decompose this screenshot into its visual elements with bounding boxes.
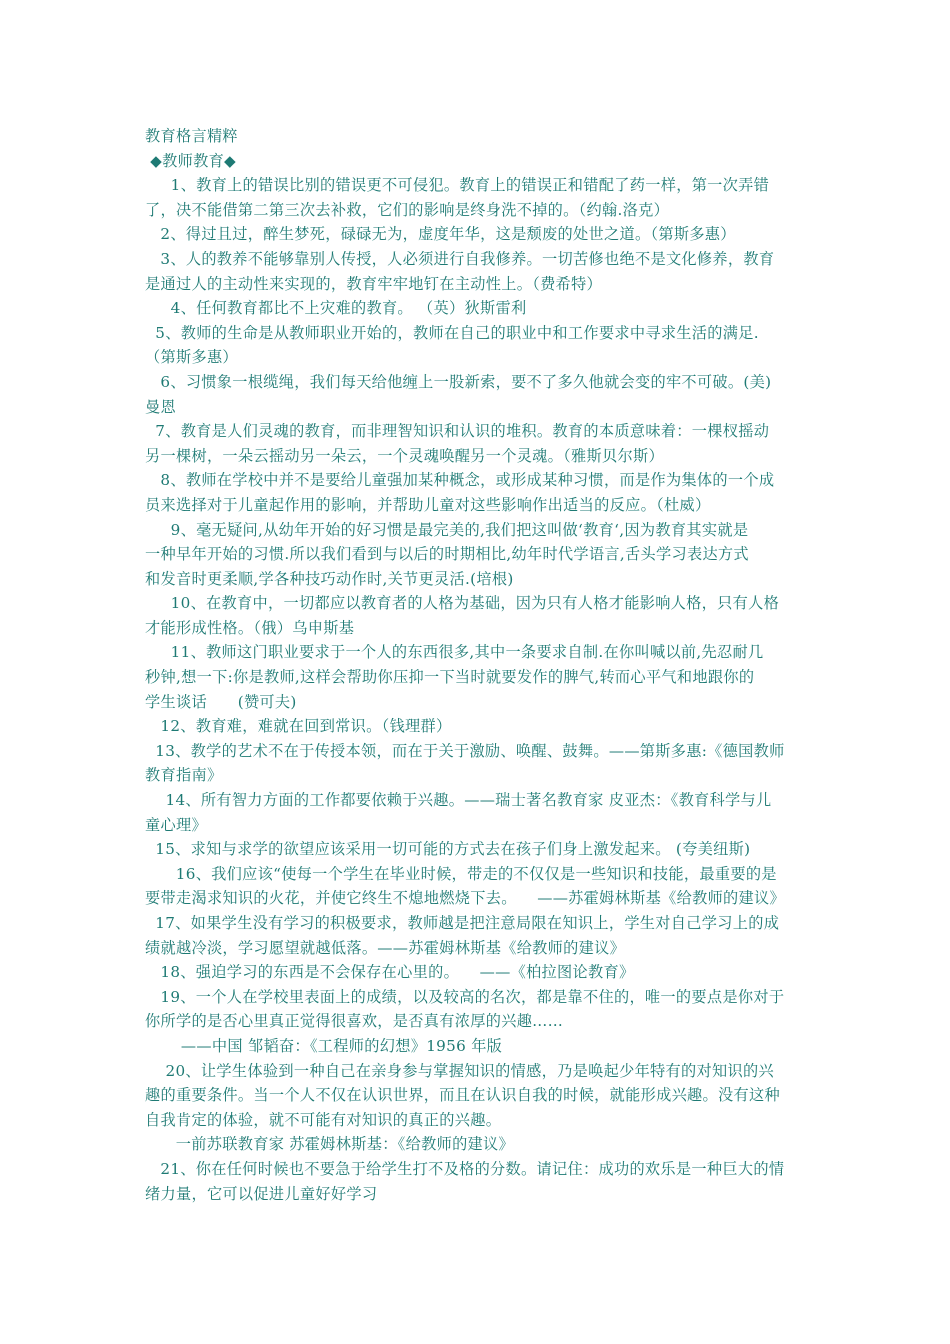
text-line: 要带走渴求知识的火花，并使它终生不熄地燃烧下去。 ——苏霍姆林斯基《给教师的建议》 <box>145 889 786 908</box>
section-heading: ◆教师教育◆ <box>145 151 237 170</box>
text-line: 5、教师的生命是从教师职业开始的，教师在自己的职业中和工作要求中寻求生活的满足. <box>145 323 759 342</box>
text-line: 19、一个人在学校里表面上的成绩，以及较高的名次，都是靠不住的，唯一的要点是你对于 <box>145 987 785 1006</box>
text-line: 7、教育是人们灵魂的教育，而非理智知识和认识的堆积。教育的本质意味着：一棵杈摇动 <box>145 422 770 441</box>
text-line: 和发音时更柔顺,学各种技巧动作时,关节更灵活.(培根) <box>145 569 514 588</box>
text-line: 你所学的是否心里真正觉得很喜欢，是否真有浓厚的兴趣…… <box>145 1012 564 1031</box>
text-line: 另一棵树，一朵云摇动另一朵云，一个灵魂唤醒另一个灵魂。（雅斯贝尔斯） <box>145 446 664 465</box>
document-title: 教育格言精粹 <box>145 127 238 145</box>
text-line: 10、在教育中，一切都应以教育者的人格为基础，因为只有人格才能影响人格，只有人格 <box>145 594 780 613</box>
text-line: 曼恩 <box>145 397 176 416</box>
text-line: 2、得过且过，醉生梦死，碌碌无为，虚度年华，这是颓废的处世之道。（第斯多惠） <box>145 225 736 244</box>
text-line: 一前苏联教育家 苏霍姆林斯基：《给教师的建议》 <box>145 1135 515 1154</box>
text-line: 是通过人的主动性来实现的，教育牢牢地钉在主动性上。（费希特） <box>145 274 603 293</box>
text-line: 11、教师这门职业要求于一个人的东西很多,其中一条要求自制.在你叫喊以前,先忍耐几 <box>145 643 764 662</box>
text-line: 8、教师在学校中并不是要给儿童强加某种概念，或形成某种习惯，而是作为集体的一个成 <box>145 471 775 490</box>
text-line: 3、人的教养不能够靠别人传授，人必须进行自我修养。一切苦修也绝不是文化修养，教育 <box>145 249 775 268</box>
text-line: 17、如果学生没有学习的积极要求，教师越是把注意局限在知识上，学生对自己学习上的成 <box>145 914 780 932</box>
text-line: 教育指南》 <box>145 766 223 785</box>
text-line: ——中国 邹韬奋：《工程师的幻想》1956 年版 <box>145 1036 503 1055</box>
text-line: 一种早年开始的习惯.所以我们看到与以后的时期相比,幼年时代学语言,舌头学习表达方式 <box>145 545 749 564</box>
text-line: 16、我们应该“使每一个学生在毕业时候，带走的不仅仅是一些知识和技能，最重要的是 <box>145 864 777 883</box>
document-page <box>145 124 810 1206</box>
text-line: （第斯多惠） <box>145 348 238 367</box>
text-line: 员来选择对于儿童起作用的影响，并帮助儿童对这些影响作出适当的反应。（杜威） <box>145 495 711 514</box>
text-line: 1、教育上的错误比别的错误更不可侵犯。教育上的错误正和错配了药一样，第一次弄错 <box>145 176 770 195</box>
text-line: 自我肯定的体验，就不可能有对知识的真正的兴趣。 <box>145 1110 502 1129</box>
text-line: 童心理》 <box>145 815 207 834</box>
text-line: 15、求知与求学的欲望应该采用一切可能的方式去在孩子们身上激发起来。 (夸美纽斯) <box>145 840 751 859</box>
text-line: 12、教育难，难就在回到常识。（钱理群） <box>145 717 452 736</box>
text-line: 21、你在任何时候也不要急于给学生打不及格的分数。请记住：成功的欢乐是一种巨大的情 <box>145 1159 785 1178</box>
text-line: 绩就越冷淡，学习愿望就越低落。——苏霍姆林斯基《给教师的建议》 <box>145 938 626 957</box>
text-line: 学生谈话 (赞可夫) <box>145 692 297 711</box>
text-line: 绪力量，它可以促进儿童好好学习 <box>145 1184 378 1203</box>
text-line: 20、让学生体验到一种自己在亲身参与掌握知识的情感，乃是唤起少年特有的对知识的兴 <box>145 1061 774 1080</box>
text-line: 13、教学的艺术不在于传授本领，而在于关于激励、唤醒、鼓舞。——第斯多惠:《德国教师 <box>145 741 785 760</box>
text-line: 才能形成性格。（俄）乌申斯基 <box>145 618 355 637</box>
text-line: 4、任何教育都比不上灾难的教育。 （英）狄斯雷利 <box>145 299 527 318</box>
text-line: 秒钟,想一下:你是教师,这样会帮助你压抑一下当时就要发作的脾气,转而心平气和地跟你的 <box>145 668 755 687</box>
text-line: 6、习惯象一根缆绳，我们每天给他缠上一股新索，要不了多久他就会变的牢不可破。(美) <box>145 372 772 391</box>
text-line: 趣的重要条件。当一个人不仅在认识世界，而且在认识自我的时候，就能形成兴趣。没有这种 <box>145 1086 780 1105</box>
text-line: 18、强迫学习的东西是不会保存在心里的。 ——《柏拉图论教育》 <box>145 963 635 982</box>
text-line: 14、所有智力方面的工作都要依赖于兴趣。——瑞士著名教育家 皮亚杰：《教育科学与儿 <box>145 791 772 810</box>
quote-list <box>145 173 810 1206</box>
text-line: 9、毫无疑问,从幼年开始的好习惯是最完美的,我们把这叫做‘教育‘,因为教育其实就是 <box>145 520 749 539</box>
text-line: 了，决不能借第二第三次去补救，它们的影响是终身洗不掉的。（约翰.洛克） <box>145 200 670 219</box>
